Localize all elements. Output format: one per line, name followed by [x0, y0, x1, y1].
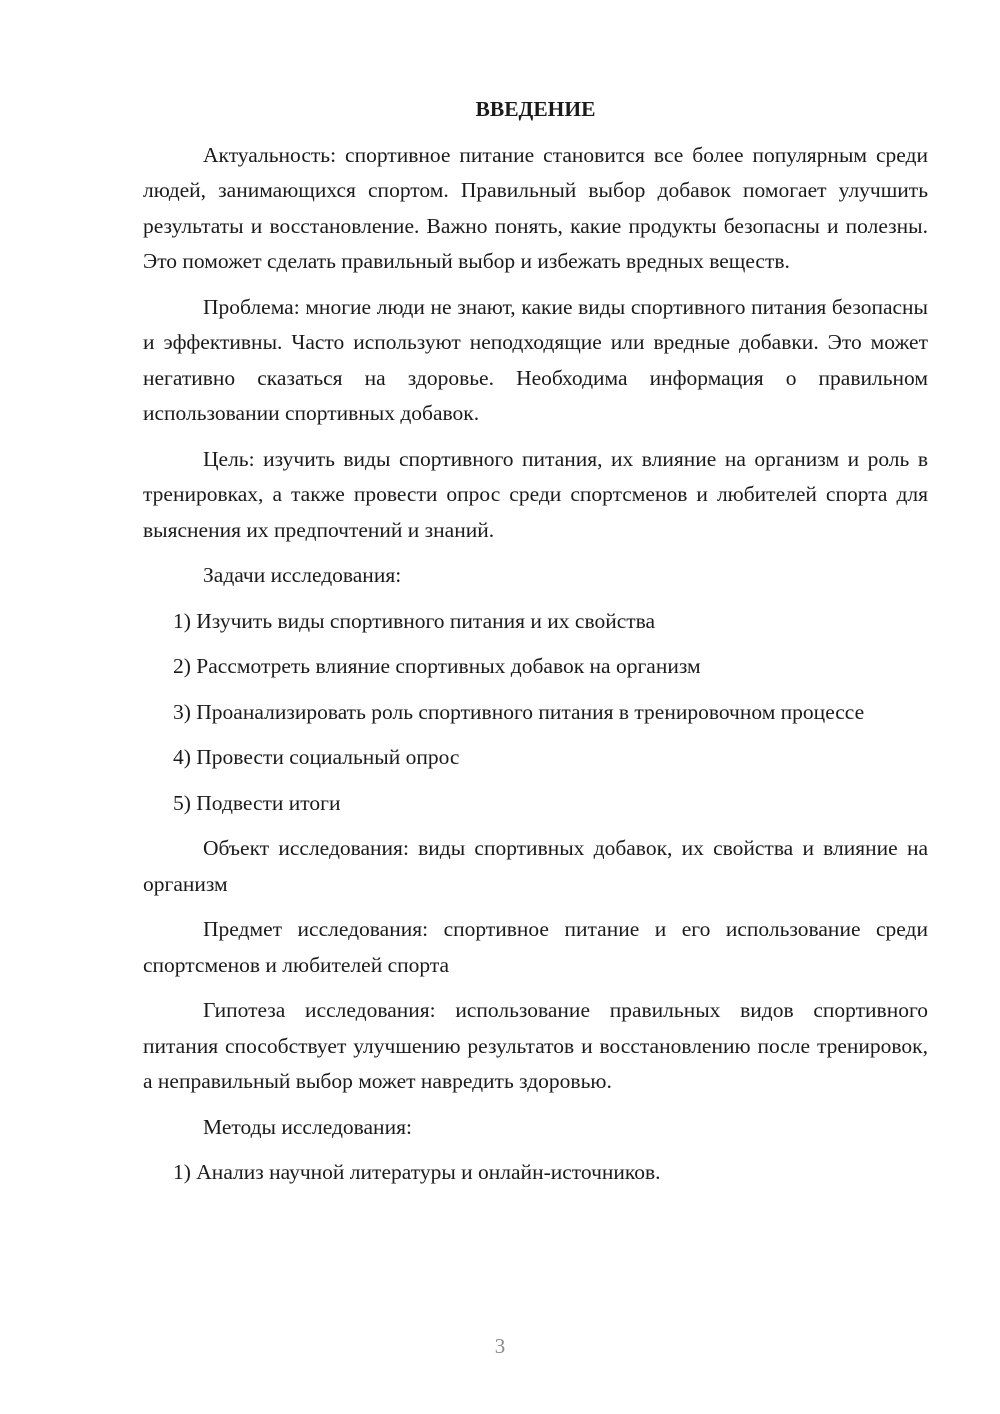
task-item: 3) Проанализировать роль спортивного питания в тренировочном процессе	[173, 699, 865, 724]
page-number: 3	[494, 1334, 506, 1358]
subject-paragraph: Предмет исследования: спортивное питание и его использование среди спортсменов и любителей спорта	[143, 917, 928, 977]
object-paragraph: Объект исследования: виды спортивных добавок, их свойства и влияние на организм	[143, 836, 928, 896]
goal-paragraph: Цель: изучить виды спортивного питания, их влияние на организм и роль в тренировках, а также провести опрос среди спортсменов и любителей спорта для выяснения их предпочтений и знаний.	[143, 446, 928, 542]
relevance-paragraph: Актуальность: спортивное питание становится все более популярным среди людей, занимающихся спортом. Правильный выбор добавок помогает улучшить результаты и восстановление. Важно понять, какие продукты безопасны и полезны. Это поможет сделать правильный выбор и избежать вредных веществ.	[143, 142, 928, 273]
task-item: 5) Подвести итоги	[173, 790, 341, 815]
methods-title: Методы исследования:	[203, 1114, 412, 1139]
document-page	[143, 92, 928, 1201]
tasks-title: Задачи исследования:	[203, 563, 402, 587]
problem-paragraph: Проблема: многие люди не знают, какие виды спортивного питания безопасны и эффективны. Часто используют неподходящие или вредные добавки. Это может негативно сказаться на здоровье. Необходима информация о правильном использовании спортивных добавок.	[143, 294, 928, 425]
task-item: 1) Изучить виды спортивного питания и их свойства	[173, 608, 656, 633]
section-heading: ВВЕДЕНИЕ	[475, 97, 596, 121]
hypothesis-paragraph: Гипотеза исследования: использование правильных видов спортивного питания способствует улучшению результатов и восстановлению после тренировок, а неправильный выбор может навредить здоровью.	[143, 998, 928, 1093]
method-item: 1) Анализ научной литературы и онлайн-источников.	[173, 1160, 661, 1184]
task-item: 4) Провести социальный опрос	[173, 745, 460, 769]
task-item: 2) Рассмотреть влияние спортивных добавок на организм	[173, 654, 701, 678]
